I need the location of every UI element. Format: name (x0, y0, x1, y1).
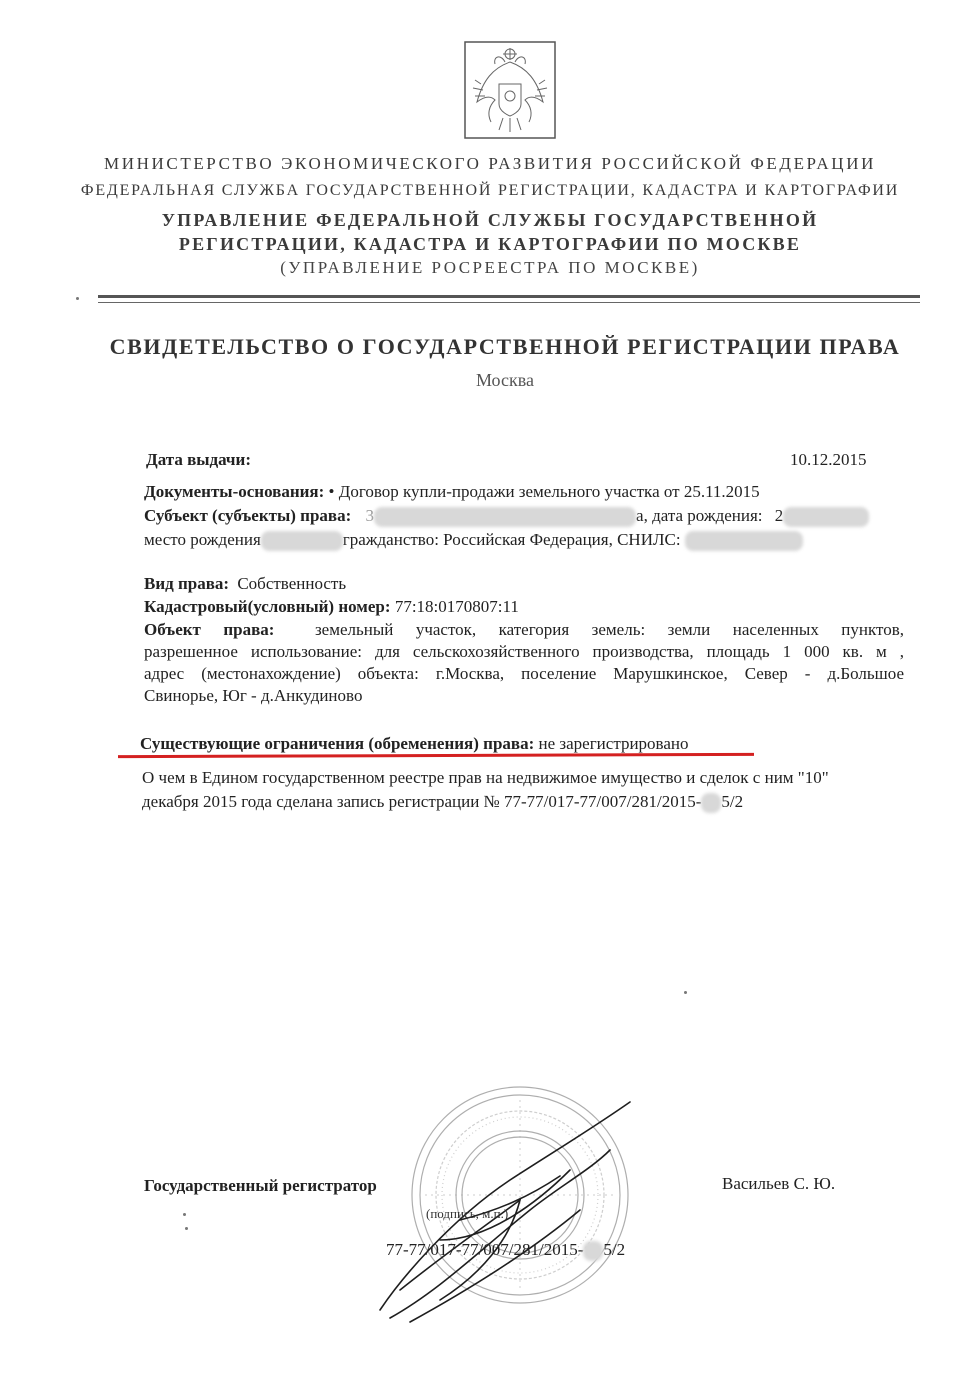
scan-speck (76, 297, 79, 300)
object-label: Объект права: (144, 620, 275, 639)
object-line-1: земельный участок, категория земель: земли населенных пунктов, (314, 620, 904, 639)
basis-row (144, 482, 904, 502)
sign-caption: (подпись, м.п.) (426, 1206, 509, 1221)
header-divider-thin (98, 302, 920, 303)
issue-date-value: 10.12.2015 (790, 450, 867, 469)
document-title: СВИДЕТЕЛЬСТВО О ГОСУДАРСТВЕННОЙ РЕГИСТРАЦИИ ПРАВА (109, 334, 901, 359)
scan-speck (185, 1227, 188, 1230)
encumbrance-value: не зарегистрировано (538, 734, 689, 753)
cadastral-label: Кадастровый(условный) номер: (144, 597, 391, 616)
registry-line-1: О чем в Едином государственном реестре прав на недвижимое имущество и сделок с ним "10" (142, 768, 829, 787)
object-line-3: адрес (местонахождение) объекта: г.Москва, поселение Марушкинское, Север - д.Большое (144, 664, 904, 683)
ministry-name: МИНИСТЕРСТВО ЭКОНОМИЧЕСКОГО РАЗВИТИЯ РОССИЙСКОЙ ФЕДЕРАЦИИ (104, 154, 876, 173)
subject-row (144, 506, 904, 527)
cadastral-row (144, 597, 519, 617)
department-short-name: (УПРАВЛЕНИЕ РОСРЕЕСТРА ПО МОСКВЕ) (280, 258, 700, 277)
department-line-1: УПРАВЛЕНИЕ ФЕДЕРАЛЬНОЙ СЛУЖБЫ ГОСУДАРСТВЕННОЙ (161, 210, 819, 230)
basis-label: Документы-основания: (144, 482, 325, 501)
right-type-value: Собственность (237, 574, 347, 593)
department-line-2: РЕГИСТРАЦИИ, КАДАСТРА И КАРТОГРАФИИ ПО МОСКВЕ (178, 234, 802, 254)
issue-date-label: Дата выдачи: (146, 450, 251, 469)
record-number-start: 77-77/017-77/007/281/2015- (386, 1240, 584, 1259)
registrar-name: Васильев С. Ю. (722, 1174, 836, 1193)
russian-coat-of-arms-icon (463, 40, 557, 140)
citizenship-text: гражданство: Российская Федерация, СНИЛС: (342, 530, 681, 549)
object-line-4: Свинорье, Юг - д.Анкудиново (144, 686, 363, 705)
right-type-row (144, 574, 346, 594)
object-line-2: разрешенное использование: для сельскохозяйственного производства, площадь 1 000 кв. м , (144, 642, 904, 661)
encumbrance-label: Существующие ограничения (обременения) права: (140, 734, 535, 753)
scan-speck (183, 1213, 186, 1216)
scan-speck (684, 991, 687, 994)
header-divider (98, 295, 920, 298)
registry-number-start: декабря 2015 года сделана запись регистрации № 77-77/017-77/007/281/2015- (142, 792, 702, 811)
subject-label: Субъект (субъекты) права: (144, 506, 352, 525)
registry-line-2 (142, 792, 743, 813)
birthplace-label: место рождения (144, 530, 261, 549)
redacted-birth-date (783, 507, 869, 527)
record-number-end: 5/2 (603, 1240, 626, 1259)
redacted-registry-digit (701, 793, 721, 813)
birthplace-row (144, 530, 904, 551)
registrar-label: Государственный регистратор (144, 1176, 377, 1195)
cadastral-number: 77:18:0170807:11 (394, 597, 519, 616)
redacted-record-digit (583, 1241, 603, 1261)
subject-birth-label: а, дата рождения: (636, 506, 763, 525)
redacted-birthplace (261, 531, 343, 551)
document-city: Москва (476, 370, 534, 390)
redacted-subject-name (374, 507, 636, 527)
subject-birth-digit: 2 (774, 506, 784, 525)
service-name: ФЕДЕРАЛЬНАЯ СЛУЖБА ГОСУДАРСТВЕННОЙ РЕГИСТРАЦИИ, КАДАСТРА И КАРТОГРАФИИ (80, 182, 900, 199)
object-row-1 (144, 620, 904, 640)
right-type-label: Вид права: (144, 574, 230, 593)
subject-initial: 3 (365, 506, 375, 525)
registry-number-end: 5/2 (721, 792, 744, 811)
redacted-snils (685, 531, 803, 551)
record-number (386, 1240, 625, 1261)
basis-value: • Договор купли-продажи земельного участка от 25.11.2015 (328, 482, 760, 501)
encumbrance-row (140, 734, 689, 754)
